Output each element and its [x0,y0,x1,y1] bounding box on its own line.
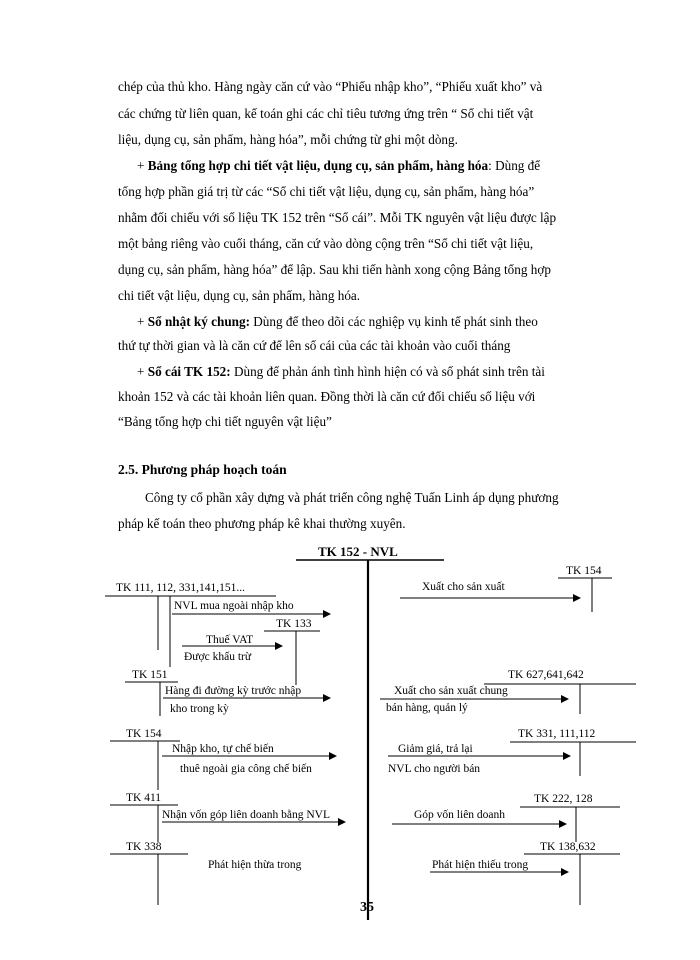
section-line-1: Công ty cổ phần xây dựng và phát triển công nghệ Tuấn Linh áp dụng phương [145,490,559,505]
tk222-label: TK 222, 128 [534,793,593,805]
bang-tong-hop-line: nhằm đối chiếu với số liệu TK 152 trên “Sổ cái”. Mỗi TK nguyên vật liệu được lập [118,210,557,225]
nvl-mua-text: NVL mua ngoài nhập kho [174,600,294,612]
bang-tong-hop-line: chi tiết vật liệu, dụng cụ, sản phẩm, hàng hóa. [118,288,361,303]
kho-trong-ky-text: kho trong kỳ [170,703,229,715]
xuat-sx-chung-text: Xuất cho sản xuất chung [394,685,508,697]
section-line-2: pháp kế toán theo phương pháp kê khai thường xuyên. [118,516,406,531]
so-cai-first-line: + Sổ cái TK 152: Dùng để phản ánh tình hình hiện có và số phát sinh trên tài [137,364,545,379]
duoc-khau-tru-text: Được khấu trừ [184,651,252,663]
phat-hien-thua-text: Phát hiện thừa trong [208,859,302,871]
bang-tong-hop-line: tổng hợp phần giá trị từ các “Sổ chi tiết vật liệu, dụng cụ, sản phẩm, hàng hóa” [118,184,535,199]
nhap-kho-tu-che-text: Nhập kho, tự chế biến [172,743,274,755]
nvl-cho-nguoi-ban-text: NVL cho người bán [388,763,481,775]
tk151-label: TK 151 [132,669,168,681]
so-cai-line: khoản 152 và các tài khoản liên quan. Đồng thời là căn cứ đối chiếu số liệu với [118,389,536,404]
page-number: 35 [360,900,374,915]
tk138-label: TK 138,632 [540,841,596,853]
tk154-left-label: TK 154 [126,728,162,740]
gop-von-text: Góp vốn liên doanh [414,809,506,821]
tk133-label: TK 133 [276,618,312,630]
tk111-label: TK 111, 112, 331,141,151... [116,582,246,594]
thue-ngoai-text: thuê ngoài gia công chế biến [180,763,312,775]
thue-vat-text: Thuế VAT [206,634,254,646]
so-cai-title: Sổ cái TK 152: [147,364,231,379]
bang-tong-hop-first-line: + Bảng tổng hợp chi tiết vật liệu, dụng cụ, sản phẩm, hàng hóa: Dùng để [137,158,541,173]
phat-hien-thieu-text: Phát hiện thiếu trong [432,859,529,871]
xuat-sx-text: Xuất cho sản xuất [422,581,505,593]
tk627-label: TK 627,641,642 [508,669,584,681]
tk154-right-label: TK 154 [566,565,602,577]
tk411-label: TK 411 [126,792,162,804]
so-nhat-ky-line: thứ tự thời gian và là căn cứ để lên sổ cái của các tài khoản vào cuối tháng [118,338,511,353]
para1-line-1: chép của thủ kho. Hàng ngày căn cứ vào “Phiếu nhập kho”, “Phiếu xuất kho” và [118,79,543,94]
bang-tong-hop-title: Bảng tổng hợp chi tiết vật liệu, dụng cụ, sản phẩm, hàng hóa [147,158,489,173]
giam-gia-text: Giảm giá, trả lại [398,743,473,755]
section-heading: 2.5. Phương pháp hoạch toán [118,462,287,477]
hang-di-duong-text: Hàng đi đường kỳ trước nhập [165,685,302,697]
bang-tong-hop-line: một bảng riêng vào cuối tháng, căn cứ vào dòng cộng trên “Sổ chi tiết vật liệu, [118,236,534,251]
tk338-label: TK 338 [126,841,162,853]
tk152-title: TK 152 - NVL [318,544,398,559]
so-nhat-ky-first-line: + Sổ nhật ký chung: Dùng để theo dõi các nghiệp vụ kinh tế phát sinh theo [137,314,538,329]
nhan-von-text: Nhận vốn góp liên doanh bằng NVL [162,809,330,821]
ban-hang-text: bán hàng, quản lý [386,702,468,714]
para1-line-3: liệu, dụng cụ, sản phẩm, hàng hóa”, mỗi chứng từ ghi một dòng. [118,132,458,147]
so-nhat-ky-title: Sổ nhật ký chung: [147,314,250,329]
para1-line-2: các chứng từ liên quan, kế toán ghi các chỉ tiêu tương ứng trên “ Sổ chi tiết vật [118,106,534,121]
tk331-label: TK 331, 111,112 [518,728,596,740]
bang-tong-hop-line: dụng cụ, sản phẩm, hàng hóa” để lập. Sau khi tiến hành xong cộng Bảng tổng hợp [118,262,551,277]
so-cai-line: “Bảng tổng hợp chi tiết nguyên vật liệu” [118,414,332,429]
tk152-diagram [0,540,700,920]
